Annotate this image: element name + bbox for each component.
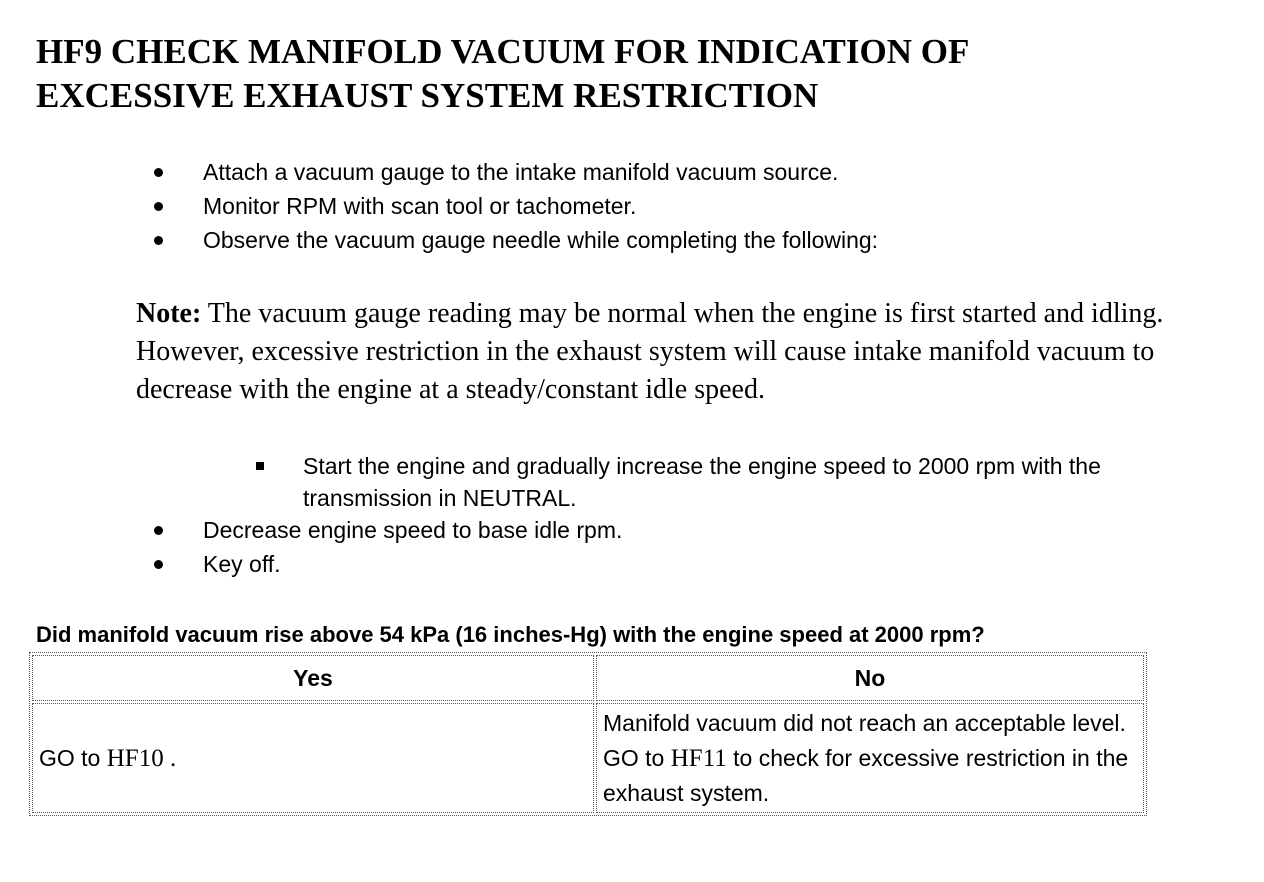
sub-step-text: Start the engine and gradually increase the engine speed to 2000 rpm with the transmission in NEUTRAL. (303, 453, 1101, 511)
page-title (36, 30, 1236, 118)
step-text: Decrease engine speed to base idle rpm. (203, 517, 623, 543)
note-text: The vacuum gauge reading may be normal when the engine is first started and idling. However, excessive restriction in the exhaust system will cause intake manifold vacuum to decrease with the engine at a steady/constant idle speed. (136, 298, 1164, 405)
step-text: Observe the vacuum gauge needle while completing the following: (203, 227, 879, 253)
table-header-row (32, 655, 1144, 701)
hf11-link[interactable]: HF11 (670, 744, 727, 772)
bullet-icon (154, 526, 163, 535)
table-row (32, 703, 1144, 813)
yes-suffix: . (163, 744, 177, 772)
list-item (0, 547, 1264, 581)
bullet-icon (154, 202, 163, 211)
hf10-link[interactable]: HF10 (106, 744, 164, 772)
no-header: No (596, 655, 1144, 701)
bullet-icon (154, 560, 163, 569)
list-item (0, 513, 1264, 547)
no-cell (596, 703, 1144, 813)
bullet-icon (154, 236, 163, 245)
yes-cell (32, 703, 594, 813)
list-item (0, 450, 1233, 514)
no-prefix: Manifold vacuum did not reach an acceptable level. GO to (603, 709, 1126, 771)
step-list-a (0, 155, 1264, 257)
list-item (0, 155, 1264, 189)
note-label: Note: (136, 298, 202, 329)
list-item (0, 189, 1264, 223)
title-line-2: EXCESSIVE EXHAUST SYSTEM RESTRICTION (36, 76, 819, 115)
step-text: Monitor RPM with scan tool or tachometer. (203, 193, 637, 219)
square-bullet-icon (256, 462, 264, 470)
title-line-1: HF9 CHECK MANIFOLD VACUUM FOR INDICATION OF (36, 32, 970, 71)
step-text: Key off. (203, 551, 281, 577)
yes-header: Yes (32, 655, 594, 701)
step-list-b (0, 513, 1264, 581)
note-paragraph (136, 295, 1246, 409)
step-text: Attach a vacuum gauge to the intake manifold vacuum source. (203, 159, 839, 185)
no-suffix: to check for excessive restriction in the exhaust system. (603, 744, 1129, 806)
bullet-icon (154, 168, 163, 177)
yes-prefix: GO to (39, 744, 107, 771)
decision-table (29, 652, 1147, 816)
list-item (0, 223, 1264, 257)
decision-question: Did manifold vacuum rise above 54 kPa (16 inches-Hg) with the engine speed at 2000 rpm? (36, 622, 985, 647)
sub-step-list (0, 450, 1264, 514)
